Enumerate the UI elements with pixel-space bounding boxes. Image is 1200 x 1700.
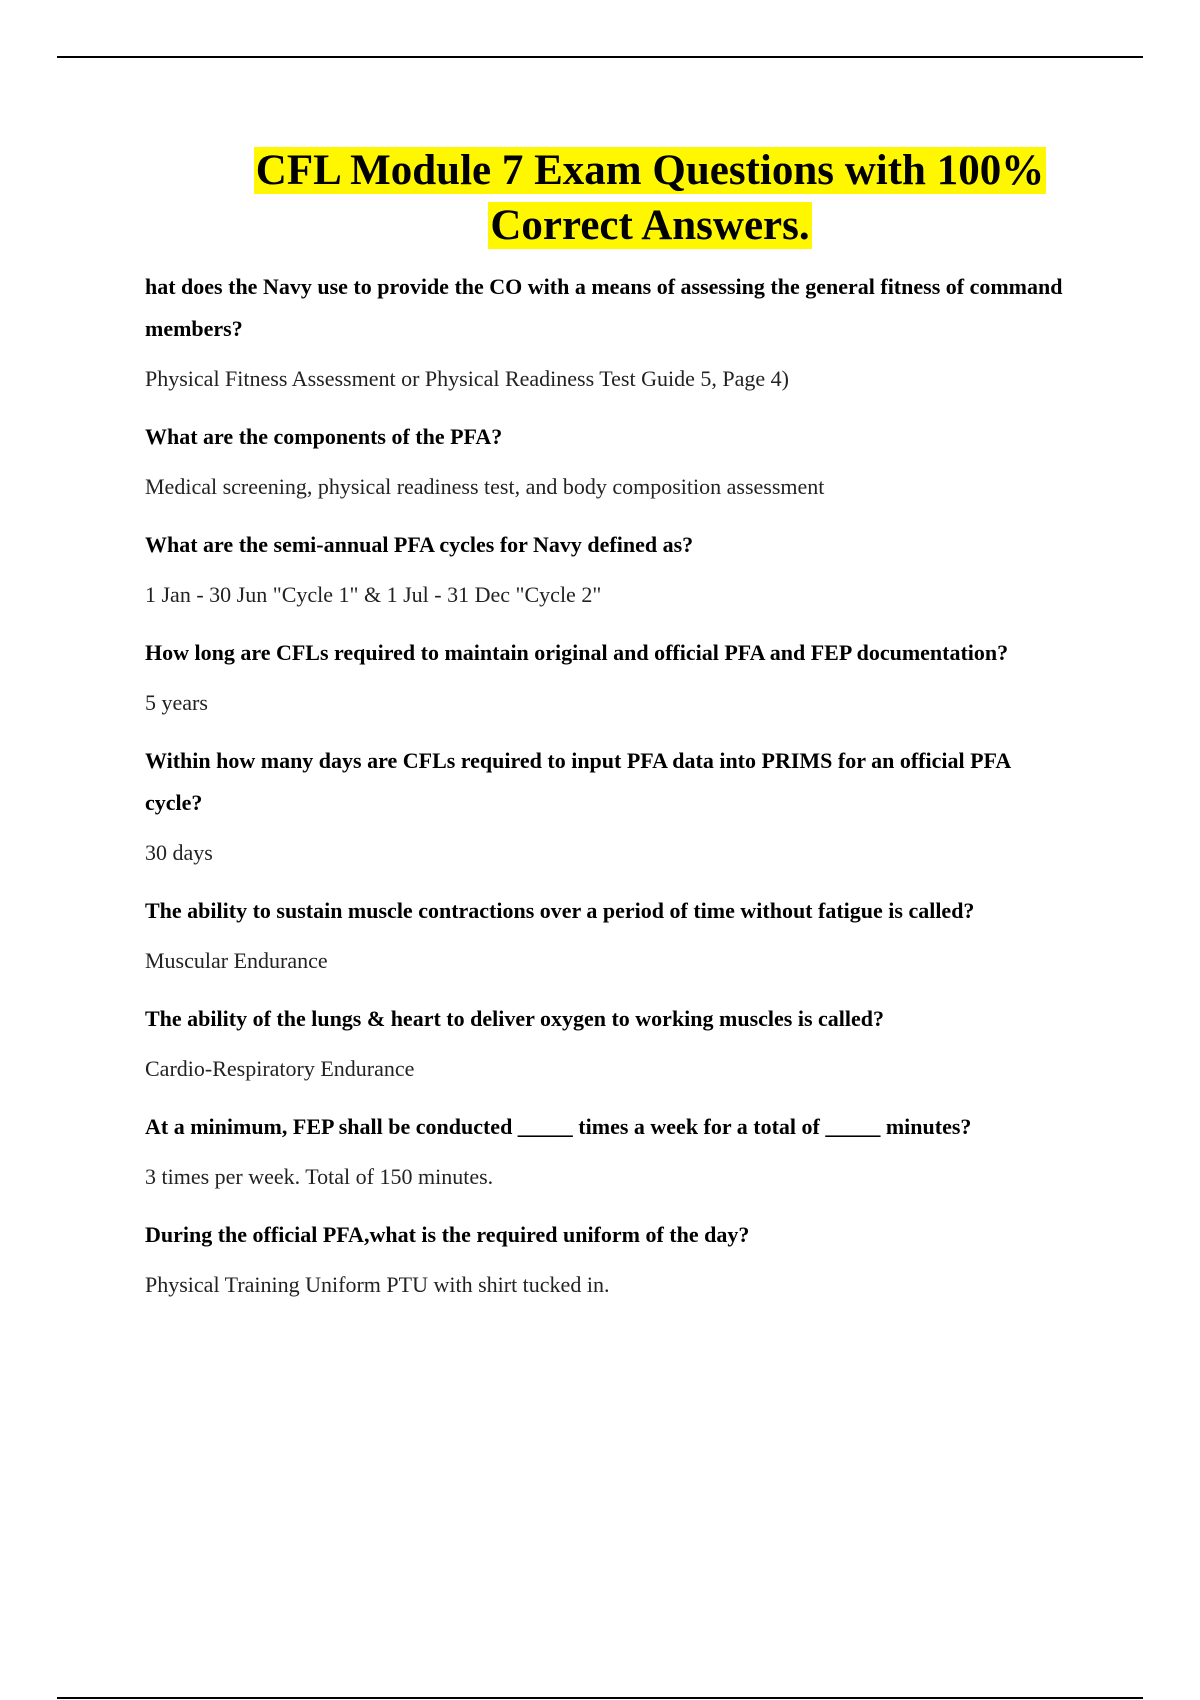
question-text: How long are CFLs required to maintain original and official PFA and FEP documentation? bbox=[145, 640, 1009, 665]
answer-text: Physical Training Uniform PTU with shirt tucked in. bbox=[145, 1272, 610, 1297]
bottom-rule bbox=[57, 1697, 1143, 1699]
question-text: At a minimum, FEP shall be conducted _____ times a week for a total of _____ minutes? bbox=[145, 1114, 972, 1139]
qa-list bbox=[145, 266, 1070, 1322]
question-text: The ability of the lungs & heart to deliver oxygen to working muscles is called? bbox=[145, 1006, 885, 1031]
title-line-2: Correct Answers. bbox=[490, 202, 810, 249]
question-text: What are the semi-annual PFA cycles for Navy defined as? bbox=[145, 532, 694, 557]
answer-text: 5 years bbox=[145, 690, 208, 715]
title-line-1: CFL Module 7 Exam Questions with 100% bbox=[255, 147, 1045, 194]
qa-item bbox=[145, 1106, 1070, 1192]
answer-text: 1 Jan - 30 Jun "Cycle 1" & 1 Jul - 31 Dec "Cycle 2" bbox=[145, 582, 602, 607]
answer-text: Medical screening, physical readiness test, and body composition assessment bbox=[145, 474, 825, 499]
qa-item bbox=[145, 998, 1070, 1084]
answer-text: Muscular Endurance bbox=[145, 948, 328, 973]
answer-text: 30 days bbox=[145, 840, 213, 865]
answer-text: Cardio-Respiratory Endurance bbox=[145, 1056, 415, 1081]
qa-item bbox=[145, 890, 1070, 976]
qa-item bbox=[145, 1214, 1070, 1300]
top-rule bbox=[57, 56, 1143, 58]
question-text: hat does the Navy use to provide the CO with a means of assessing the general fitness of command members? bbox=[145, 274, 1063, 341]
answer-text: Physical Fitness Assessment or Physical Readiness Test Guide 5, Page 4) bbox=[145, 366, 789, 391]
question-text: What are the components of the PFA? bbox=[145, 424, 503, 449]
qa-item bbox=[145, 266, 1070, 394]
document-title bbox=[150, 143, 1150, 253]
question-text: Within how many days are CFLs required to input PFA data into PRIMS for an official PFA cycle? bbox=[145, 748, 1010, 815]
qa-item bbox=[145, 524, 1070, 610]
qa-item bbox=[145, 740, 1070, 868]
qa-item bbox=[145, 632, 1070, 718]
question-text: The ability to sustain muscle contractions over a period of time without fatigue is called? bbox=[145, 898, 975, 923]
qa-item bbox=[145, 416, 1070, 502]
question-text: During the official PFA,what is the required uniform of the day? bbox=[145, 1222, 750, 1247]
answer-text: 3 times per week. Total of 150 minutes. bbox=[145, 1164, 494, 1189]
